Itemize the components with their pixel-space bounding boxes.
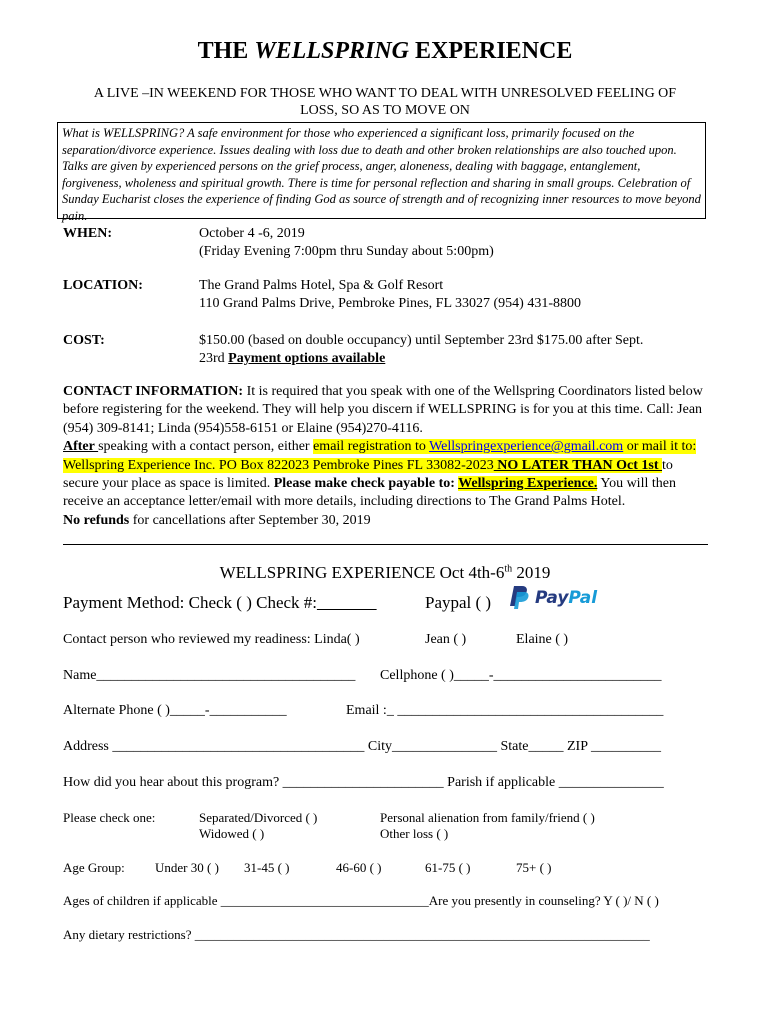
other-loss-option[interactable]: Other loss ( )	[380, 826, 449, 841]
form-title: WELLSPRING EXPERIENCE Oct 4th-6th 2019	[219, 563, 551, 582]
contact-person-elaine[interactable]: Elaine ( )	[516, 632, 569, 647]
location-value: The Grand Palms Hotel, Spa & Golf Resort 110 Grand Palms Drive, Pembroke Pines, FL 33027 (954) 431-8800	[199, 278, 581, 311]
location-label: LOCATION:	[63, 278, 143, 293]
subtitle: A LIVE –IN WEEKEND FOR THOSE WHO WANT TO DEAL WITH UNRESOLVED FEELING OF LOSS, SO AS TO MOVE ON	[93, 86, 677, 118]
when-label: WHEN:	[63, 226, 112, 241]
cost-label: COST:	[63, 333, 105, 348]
dietary-field[interactable]: Any dietary restrictions? ______________________________________________________________________	[63, 927, 650, 942]
age-under-30[interactable]: Under 30 ( )	[155, 860, 219, 875]
separated-option[interactable]: Separated/Divorced ( )	[199, 810, 318, 825]
address-field[interactable]: Address ____________________________________ City_______________ State_____ ZIP __________	[63, 739, 661, 754]
age-75-plus[interactable]: 75+ ( )	[516, 860, 552, 875]
email-field[interactable]: Email :_ ______________________________________	[346, 703, 664, 718]
page-title: THE WELLSPRING EXPERIENCE	[197, 38, 573, 64]
age-46-60[interactable]: 46-60 ( )	[336, 860, 382, 875]
please-check-label: Please check one:	[63, 810, 156, 825]
intro-box: What is WELLSPRING? A safe environment for those who experienced a significant loss, primarily focused on the separation/divorce experience. Issues dealing with loss due to death and other broken relationships are also touched upon. Talks are given by experienced persons on the grief process, anger, aloneness, dealing with baggage, entanglement, forgiveness, wholeness and spiritual growth. There is time for personal reflection and sharing in small groups. Celebration of Sunday Eucharist closes the experience of finding God as source of strength and of recognizing inner resources to move beyond pain.	[57, 122, 706, 219]
alternate-phone-field[interactable]: Alternate Phone ( )_____-___________	[63, 703, 287, 718]
divider	[63, 544, 708, 545]
contact-person-jean[interactable]: Jean ( )	[425, 632, 467, 647]
payment-options-link[interactable]: Payment options available	[228, 351, 386, 366]
children-counseling-field[interactable]: Ages of children if applicable ________________________________Are you presently in counseling? Y ( )/ N ( )	[63, 893, 659, 908]
paypal-wordmark: PayPal	[535, 588, 598, 608]
heard-about-field[interactable]: How did you hear about this program? _______________________ Parish if applicable _______________	[63, 775, 664, 790]
contact-person-linda[interactable]: Contact person who reviewed my readiness: Linda( )	[63, 632, 360, 647]
alienation-option[interactable]: Personal alienation from family/friend ( )	[380, 810, 595, 825]
age-61-75[interactable]: 61-75 ( )	[425, 860, 471, 875]
age-group-label: Age Group:	[63, 860, 125, 875]
widowed-option[interactable]: Widowed ( )	[199, 826, 265, 841]
contact-information: CONTACT INFORMATION: It is required that you speak with one of the Wellspring Coordinators listed below before registering for the weekend. They will help you discern if WELLSPRING is for you at this time. Call: Jean (954) 309-8141; Linda (954)558-6151 or Elaine (954)270-4116. After speaking with a contact person, either email registration to Wellspringexperience@gmail.com or mail it to: Wellspring Experience Inc. PO Box 822023 Pembroke Pines FL 33082-2023 NO LATER THAN Oct 1st to secure your place as space is limited. Please make check payable to: Wellspring Experience. You will then receive an acceptance letter/email with more details, including directions to The Grand Palms Hotel. No refunds for cancellations after September 30, 2019	[63, 384, 703, 528]
payment-method[interactable]: Payment Method: Check ( ) Check #:_______	[63, 593, 377, 612]
email-link[interactable]: Wellspringexperience@gmail.com	[429, 439, 624, 455]
cost-value: $150.00 (based on double occupancy) until September 23rd $175.00 after Sept. 23rd Payment options available	[199, 333, 644, 366]
when-value: October 4 -6, 2019 (Friday Evening 7:00pm thru Sunday about 5:00pm)	[199, 226, 494, 259]
name-field[interactable]: Name_____________________________________	[63, 668, 356, 683]
age-31-45[interactable]: 31-45 ( )	[244, 860, 290, 875]
paypal-logo	[507, 584, 607, 610]
paypal-option[interactable]: Paypal ( )	[425, 593, 492, 612]
cellphone-field[interactable]: Cellphone ( )_____-________________________	[380, 668, 662, 683]
